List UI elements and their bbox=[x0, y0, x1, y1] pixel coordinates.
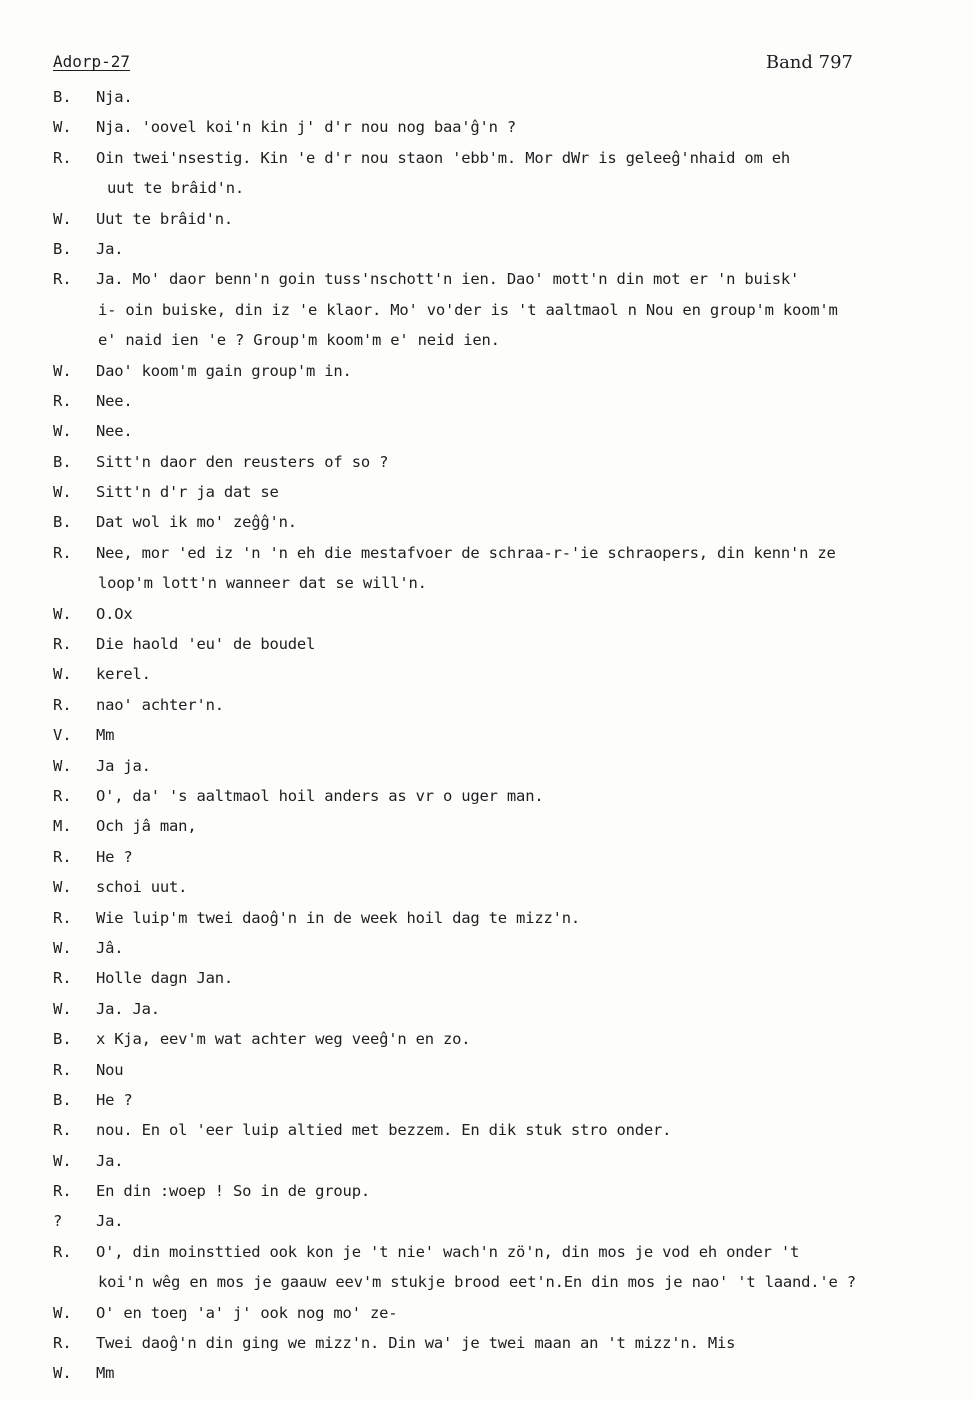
transcript-line bbox=[0, 1115, 973, 1145]
speaker-label: B. bbox=[53, 513, 72, 532]
transcript-line bbox=[0, 386, 973, 416]
utterance-text: O.Ox bbox=[96, 604, 133, 623]
speaker-label: W. bbox=[53, 1303, 72, 1322]
speaker-label: W. bbox=[53, 1364, 72, 1383]
speaker-label: W. bbox=[53, 878, 72, 897]
transcript-line bbox=[0, 599, 973, 629]
transcript-line bbox=[0, 994, 973, 1024]
speaker-label: R. bbox=[53, 543, 72, 562]
utterance-text: Ja. bbox=[96, 239, 124, 258]
speaker-label: R. bbox=[53, 1121, 72, 1140]
utterance-text: Oin twei'nsestig. Kin 'e d'r nou staon 'ebb'm. Mor dWr is geleeĝ'nhaid om eh bbox=[96, 148, 791, 167]
tape-number: Band 797 bbox=[765, 52, 853, 73]
transcript-line bbox=[0, 173, 973, 203]
speaker-label: W. bbox=[53, 665, 72, 684]
speaker-label: M. bbox=[53, 817, 72, 836]
utterance-text: Nee. bbox=[96, 422, 133, 441]
transcript-line bbox=[0, 1237, 973, 1267]
speaker-label: B. bbox=[53, 1030, 72, 1049]
utterance-text: Ja ja. bbox=[96, 756, 151, 775]
transcript-line bbox=[0, 903, 973, 933]
transcript-line bbox=[0, 629, 973, 659]
transcript-line bbox=[0, 477, 973, 507]
utterance-text: He ? bbox=[96, 1090, 133, 1109]
transcript-line bbox=[0, 1055, 973, 1085]
transcript-line bbox=[0, 356, 973, 386]
transcript-line bbox=[0, 1328, 973, 1358]
speaker-label: V. bbox=[53, 726, 72, 745]
utterance-text: Nee, mor 'ed iz 'n 'n eh die mestafvoer de schraa-r-'ie schraopers, din kenn'n ze bbox=[96, 543, 836, 562]
speaker-label: B. bbox=[53, 452, 72, 471]
transcript-line bbox=[0, 1085, 973, 1115]
transcript-line bbox=[0, 1298, 973, 1328]
speaker-label: R. bbox=[53, 847, 72, 866]
speaker-label: ? bbox=[53, 1212, 63, 1231]
utterance-text: nou. En ol 'eer luip altied met bezzem. En dik stuk stro onder. bbox=[96, 1121, 672, 1140]
transcript-lines bbox=[0, 82, 973, 1389]
transcript-line bbox=[0, 264, 973, 294]
transcript-line bbox=[0, 872, 973, 902]
utterance-text: Dao' koom'm gain group'm in. bbox=[96, 361, 352, 380]
speaker-label: B. bbox=[53, 88, 72, 106]
speaker-label: B. bbox=[53, 1090, 72, 1109]
speaker-label: R. bbox=[53, 635, 72, 654]
speaker-label: W. bbox=[53, 422, 72, 441]
speaker-label: W. bbox=[53, 604, 72, 623]
transcript-line bbox=[0, 842, 973, 872]
utterance-text: Sitt'n d'r ja dat se bbox=[96, 483, 279, 502]
speaker-label: W. bbox=[53, 361, 72, 380]
speaker-label: R. bbox=[53, 1182, 72, 1201]
transcript-line bbox=[0, 690, 973, 720]
transcript-line bbox=[0, 1267, 973, 1297]
utterance-text: Ja. Mo' daor benn'n goin tuss'nschott'n ien. Dao' mott'n din mot er 'n buisk' bbox=[96, 270, 800, 289]
transcript-line bbox=[0, 447, 973, 477]
transcript-line bbox=[0, 325, 973, 355]
transcript-line bbox=[0, 507, 973, 537]
transcript-line bbox=[0, 751, 973, 781]
utterance-text: En din :woep ! So in de group. bbox=[96, 1182, 370, 1201]
utterance-text: Mm bbox=[96, 1364, 115, 1383]
transcript-line bbox=[0, 1206, 973, 1236]
utterance-text: Ja. bbox=[96, 1151, 124, 1170]
utterance-text: kerel. bbox=[96, 665, 151, 684]
utterance-text: Nou bbox=[96, 1060, 124, 1079]
speaker-label: R. bbox=[53, 391, 72, 410]
utterance-text: koi'n wêg en mos je gaauw eev'm stukje brood eet'n.En din mos je nao' 't laand.'e ? bbox=[98, 1273, 856, 1292]
transcript-line bbox=[0, 963, 973, 993]
speaker-label: R. bbox=[53, 270, 72, 289]
utterance-text: Jâ. bbox=[96, 938, 124, 957]
utterance-text: Twei daoĝ'n din ging we mizz'n. Din wa' je twei maan an 't mizz'n. Mis bbox=[96, 1334, 736, 1353]
transcript-line bbox=[0, 143, 973, 173]
transcript-line bbox=[0, 82, 973, 112]
transcript-line bbox=[0, 416, 973, 446]
utterance-text: loop'm lott'n wanneer dat se will'n. bbox=[98, 574, 427, 593]
utterance-text: nao' achter'n. bbox=[96, 695, 224, 714]
utterance-text: O' en toeŋ 'a' j' ook nog mo' ze- bbox=[96, 1303, 398, 1322]
transcript-line bbox=[0, 720, 973, 750]
speaker-label: W. bbox=[53, 1151, 72, 1170]
transcript-line bbox=[0, 1024, 973, 1054]
utterance-text: Holle dagn Jan. bbox=[96, 969, 233, 988]
utterance-text: O', din moinsttied ook kon je 't nie' wach'n zö'n, din mos je vod eh onder 't bbox=[96, 1242, 800, 1261]
speaker-label: W. bbox=[53, 118, 72, 137]
transcript-line bbox=[0, 295, 973, 325]
speaker-label: R. bbox=[53, 148, 72, 167]
utterance-text: Sitt'n daor den reusters of so ? bbox=[96, 452, 389, 471]
speaker-label: R. bbox=[53, 1060, 72, 1079]
speaker-label: W. bbox=[53, 209, 72, 228]
utterance-text: schoi uut. bbox=[96, 878, 188, 897]
utterance-text: He ? bbox=[96, 847, 133, 866]
speaker-label: W. bbox=[53, 483, 72, 502]
speaker-label: W. bbox=[53, 756, 72, 775]
utterance-text: Nja. 'oovel koi'n kin j' d'r nou nog baa'ĝ'n ? bbox=[96, 118, 517, 137]
utterance-text: Och jâ man, bbox=[96, 817, 197, 836]
transcript-line bbox=[0, 811, 973, 841]
utterance-text: Ja. bbox=[96, 1212, 124, 1231]
utterance-text: Wie luip'm twei daoĝ'n in de week hoil dag te mizz'n. bbox=[96, 908, 580, 927]
utterance-text: x Kja, eev'm wat achter weg veeĝ'n en zo. bbox=[96, 1030, 471, 1049]
transcript-line bbox=[0, 933, 973, 963]
utterance-text: Dat wol ik mo' zeĝĝ'n. bbox=[96, 513, 297, 532]
speaker-label: R. bbox=[53, 786, 72, 805]
speaker-label: R. bbox=[53, 1242, 72, 1261]
speaker-label: R. bbox=[53, 969, 72, 988]
speaker-label: R. bbox=[53, 1334, 72, 1353]
utterance-text: i- oin buiske, din iz 'e klaor. Mo' vo'der is 't aaltmaol n Nou en group'm koom'm bbox=[98, 300, 838, 319]
speaker-label: R. bbox=[53, 908, 72, 927]
speaker-label: W. bbox=[53, 999, 72, 1018]
utterance-text: Nee. bbox=[96, 391, 133, 410]
utterance-text: Nja. bbox=[96, 88, 133, 106]
transcript-line bbox=[0, 1146, 973, 1176]
speaker-label: R. bbox=[53, 695, 72, 714]
transcript-line bbox=[0, 112, 973, 142]
utterance-text: Ja. Ja. bbox=[96, 999, 160, 1018]
utterance-text: Mm bbox=[96, 726, 115, 745]
utterance-text: O', da' 's aaltmaol hoil anders as vr o uger man. bbox=[96, 786, 544, 805]
page-header bbox=[53, 52, 853, 78]
document-id: Adorp-27 bbox=[53, 52, 131, 71]
transcript-line bbox=[0, 538, 973, 568]
transcript-line bbox=[0, 659, 973, 689]
transcript-line bbox=[0, 568, 973, 598]
transcript-line bbox=[0, 204, 973, 234]
utterance-text: Die haold 'eu' de boudel bbox=[96, 635, 316, 654]
transcript-line bbox=[0, 1176, 973, 1206]
utterance-text: Uut te brâid'n. bbox=[96, 209, 233, 228]
speaker-label: W. bbox=[53, 938, 72, 957]
transcript-line bbox=[0, 234, 973, 264]
transcript-line bbox=[0, 781, 973, 811]
utterance-text: e' naid ien 'e ? Group'm koom'm e' neid ien. bbox=[98, 331, 500, 350]
speaker-label: B. bbox=[53, 239, 72, 258]
utterance-text: uut te brâid'n. bbox=[107, 179, 244, 198]
transcript-line bbox=[0, 1358, 973, 1388]
